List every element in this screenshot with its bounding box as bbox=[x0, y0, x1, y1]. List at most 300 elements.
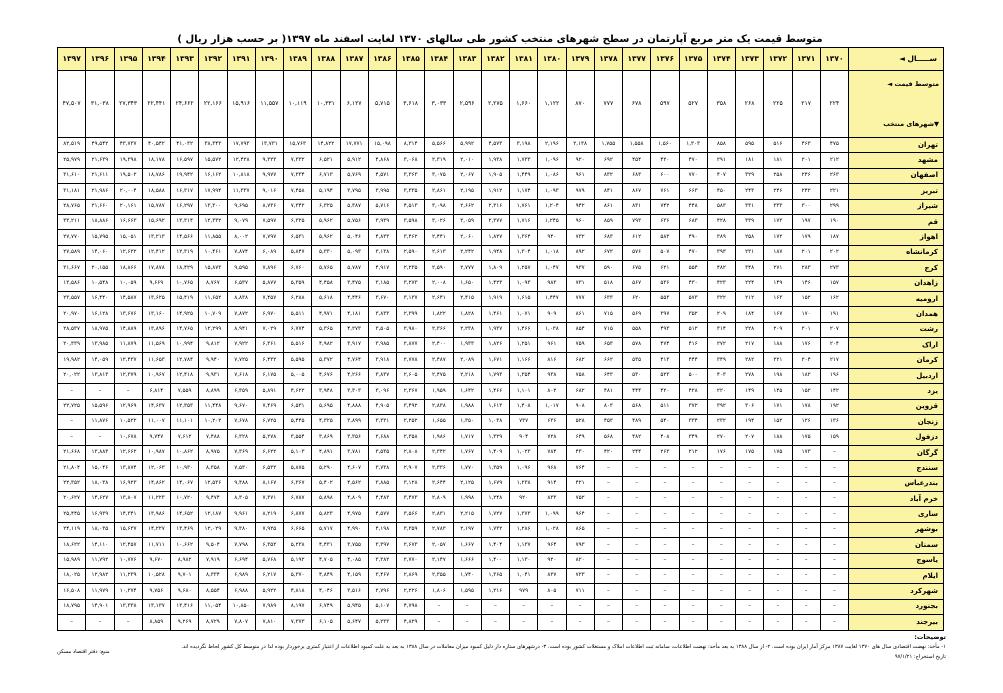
avg-price-cell: ۲۷,۳۴۳ bbox=[114, 71, 142, 138]
price-cell: – bbox=[736, 507, 764, 522]
price-cell: ۵,۹۲۲ bbox=[255, 584, 283, 599]
price-cell: ۴۸۲ bbox=[623, 430, 651, 445]
price-cell: ۱۹,۳۹۸ bbox=[114, 153, 142, 168]
price-cell: ۱,۴۲۳ bbox=[481, 276, 509, 291]
price-cell: ۱۲,۴۳۷ bbox=[114, 353, 142, 368]
price-cell: ۷,۵۹۷ bbox=[255, 214, 283, 229]
price-cell: ۷۳۷ bbox=[510, 415, 538, 430]
price-cell: ۶۳۶ bbox=[538, 415, 566, 430]
price-cell: ۳,۹۸۵ bbox=[368, 338, 396, 353]
price-cell: – bbox=[707, 553, 735, 568]
table-row bbox=[58, 491, 944, 506]
price-cell: ۸۲۷ bbox=[538, 568, 566, 583]
year-header: ۱۳۷۹ bbox=[566, 48, 594, 71]
year-header: ۱۳۸۰ bbox=[538, 48, 566, 71]
price-cell: ۳,۹۱۸ bbox=[368, 353, 396, 368]
price-cell: ۷۳۱ bbox=[566, 276, 594, 291]
price-cell: ۶,۲۸۸ bbox=[284, 291, 312, 306]
price-cell: ۴,۲۷۳ bbox=[340, 322, 368, 337]
price-cell: ۹۸۳ bbox=[538, 276, 566, 291]
price-cell: ۸,۸۹۹ bbox=[199, 384, 227, 399]
avg-price-cell: ۷۷۷ bbox=[594, 71, 622, 138]
price-cell: – bbox=[820, 461, 848, 476]
price-cell: – bbox=[481, 599, 509, 614]
price-cell: ۹۶۱ bbox=[566, 168, 594, 183]
price-cell: ۲,۰۵۷ bbox=[425, 538, 453, 553]
price-cell: ۳۳,۲۱۱ bbox=[58, 214, 86, 229]
price-cell: ۲۱۷ bbox=[820, 353, 848, 368]
price-cell: ۶۶۲ bbox=[594, 353, 622, 368]
price-cell: ۷,۶۱۲ bbox=[171, 430, 199, 445]
year-header: ۱۳۸۷ bbox=[340, 48, 368, 71]
price-cell: ۴,۱۵۹ bbox=[340, 568, 368, 583]
price-cell: ۱۹,۵۰۲ bbox=[114, 168, 142, 183]
price-cell: ۵,۲۷۸ bbox=[255, 430, 283, 445]
price-cell: – bbox=[764, 538, 792, 553]
price-cell: ۱۱,۷۹۲ bbox=[86, 553, 114, 568]
price-cell: ۷,۶۱۸ bbox=[227, 368, 255, 383]
price-cell: ۲۴۴ bbox=[623, 445, 651, 460]
notes-source: منبع: دفتر اقتصاد مسکن bbox=[57, 649, 110, 655]
price-cell: ۴۷۴ bbox=[651, 338, 679, 353]
price-cell: ۱۸,۹۷۵ bbox=[86, 322, 114, 337]
price-cell: ۱,۹۳۳ bbox=[453, 338, 481, 353]
price-cell: ۲۱,۸۰۴ bbox=[58, 461, 86, 476]
price-cell: ۶,۸۱۴ bbox=[142, 384, 170, 399]
price-cell: ۱۵۲ bbox=[792, 384, 820, 399]
price-cell: ۵۶۸ bbox=[623, 399, 651, 414]
price-cell: ۵۰۰ bbox=[679, 368, 707, 383]
price-cell: – bbox=[707, 461, 735, 476]
price-cell: – bbox=[792, 522, 820, 537]
avg-price-cell: ۲۲,۱۶۶ bbox=[199, 71, 227, 138]
avg-price-cell: ۵۹۷ bbox=[651, 71, 679, 138]
price-cell: ۱,۶۵۵ bbox=[425, 415, 453, 430]
price-cell: ۵,۳۷۰ bbox=[284, 568, 312, 583]
price-cell: ۱۵,۹۸۹ bbox=[58, 553, 86, 568]
price-cell: ۲۲۸ bbox=[736, 322, 764, 337]
price-cell: ۱۶,۳۱۷ bbox=[171, 184, 199, 199]
price-cell: – bbox=[58, 430, 86, 445]
price-cell: ۵,۱۹۲ bbox=[284, 553, 312, 568]
table-row bbox=[58, 276, 944, 291]
price-cell: ۱۸,۰۳۸ bbox=[86, 476, 114, 491]
price-cell: ۲,۲۱۵ bbox=[453, 507, 481, 522]
price-cell: ۶,۷۲۵ bbox=[255, 415, 283, 430]
price-cell: ۱۷۰ bbox=[792, 307, 820, 322]
price-cell: ۱۱,۰۰۷ bbox=[142, 415, 170, 430]
price-cell: ۱۶,۹۲۳ bbox=[114, 476, 142, 491]
price-cell: ۱۷,۷۹۳ bbox=[227, 138, 255, 153]
price-cell: ۳,۴۶۲ bbox=[397, 230, 425, 245]
price-cell: ۱۷,۸۷۸ bbox=[142, 261, 170, 276]
price-cell: ۵۹۰ bbox=[594, 261, 622, 276]
price-cell: ۴,۷۰۵ bbox=[312, 553, 340, 568]
avg-price-cell: ۲۲۵ bbox=[764, 71, 792, 138]
price-cell: ۲۰,۱۵۵ bbox=[86, 261, 114, 276]
price-cell: ۲۷۰ bbox=[707, 430, 735, 445]
price-cell: ۴,۶۲۲ bbox=[284, 384, 312, 399]
price-cell: ۲,۷۸۳ bbox=[425, 522, 453, 537]
price-cell: ۴,۰۸۵ bbox=[340, 553, 368, 568]
price-cell: ۱۰,۳۷۴ bbox=[114, 584, 142, 599]
price-cell: ۹,۷۴۷ bbox=[142, 430, 170, 445]
price-cell: ۱۵,۴۱۹ bbox=[171, 291, 199, 306]
avg-price-cell: ۳۱,۰۳۸ bbox=[86, 71, 114, 138]
price-cell: – bbox=[651, 491, 679, 506]
price-cell: ۵,۹۶۲ bbox=[312, 230, 340, 245]
price-cell: – bbox=[792, 568, 820, 583]
price-cell: ۲,۲۵۲ bbox=[397, 415, 425, 430]
price-cell: ۱۷۶ bbox=[707, 445, 735, 460]
price-cell: ۹,۹۳۱ bbox=[199, 368, 227, 383]
price-cell: ۶۷۵ bbox=[623, 261, 651, 276]
city-name: اردبیل bbox=[849, 368, 944, 383]
price-cell: ۸,۸۳۸ bbox=[227, 291, 255, 306]
notes-heading: توضیحات: bbox=[914, 633, 946, 641]
price-cell: ۵۲۸ bbox=[566, 415, 594, 430]
price-cell: ۵,۷۸۷ bbox=[340, 261, 368, 276]
price-cell: ۳,۴۶۷ bbox=[368, 568, 396, 583]
price-cell: ۷۲۸ bbox=[538, 430, 566, 445]
price-cell: ۵۳۰ bbox=[623, 368, 651, 383]
price-cell: ۴۷۰ bbox=[679, 153, 707, 168]
price-cell: ۱,۰۹۶ bbox=[510, 461, 538, 476]
price-cell: ۹,۳۸۰ bbox=[227, 522, 255, 537]
price-cell: – bbox=[566, 615, 594, 630]
avg-price-cell: ۶,۱۲۷ bbox=[340, 71, 368, 138]
price-cell: ۳,۰۶۸ bbox=[397, 153, 425, 168]
year-header: ۱۳۸۱ bbox=[510, 48, 538, 71]
price-cell: ۱۳,۴۱۶ bbox=[171, 599, 199, 614]
price-cell: ۱,۶۴۲ bbox=[453, 384, 481, 399]
price-cell: ۵,۸۴۷ bbox=[284, 245, 312, 260]
price-cell: ۶,۳۶۱ bbox=[255, 338, 283, 353]
price-cell: ۱۶,۵۰۸ bbox=[58, 584, 86, 599]
price-cell: ۲,۸۰۸ bbox=[397, 445, 425, 460]
price-cell: ۲,۳۹۹ bbox=[397, 307, 425, 322]
year-header: ۱۳۷۸ bbox=[594, 48, 622, 71]
price-cell: ۸,۹۷۵ bbox=[199, 445, 227, 460]
price-cell: ۱۸۲ bbox=[792, 368, 820, 383]
price-cell: ۷۷۷ bbox=[566, 291, 594, 306]
price-cell: ۹۰۴ bbox=[510, 430, 538, 445]
price-cell: ۱۹۱ bbox=[820, 307, 848, 322]
price-cell: ۷,۷۹۸ bbox=[227, 538, 255, 553]
price-cell: – bbox=[58, 415, 86, 430]
price-cell: ۷۶۴ bbox=[566, 461, 594, 476]
price-cell: ۶۵۳ bbox=[594, 338, 622, 353]
price-cell: ۳,۸۳۷ bbox=[368, 368, 396, 383]
price-cell: ۴۷۵ bbox=[820, 138, 848, 153]
price-cell: – bbox=[453, 615, 481, 630]
price-cell: ۹۳۸ bbox=[538, 368, 566, 383]
price-cell: ۵,۳۷۲ bbox=[312, 353, 340, 368]
price-cell: ۱,۳۰۴ bbox=[510, 245, 538, 260]
price-cell: ۳۱,۶۱۰ bbox=[58, 168, 86, 183]
price-cell: – bbox=[792, 599, 820, 614]
price-cell: ۹,۳۲۳ bbox=[255, 153, 283, 168]
price-cell: ۴۵۰ bbox=[707, 184, 735, 199]
price-cell: ۴۲۰ bbox=[651, 384, 679, 399]
price-cell: ۵۳۵ bbox=[623, 353, 651, 368]
price-cell: – bbox=[707, 491, 735, 506]
price-cell: ۱۸,۰۲۵ bbox=[58, 568, 86, 583]
table-row bbox=[58, 522, 944, 537]
price-cell: ۲,۳۶۶ bbox=[425, 322, 453, 337]
price-cell: ۲۰۲ bbox=[820, 245, 848, 260]
price-cell: ۱۷,۹۹۴ bbox=[199, 184, 227, 199]
price-cell: – bbox=[820, 584, 848, 599]
price-cell: ۶,۲۱۷ bbox=[255, 568, 283, 583]
price-cell: ۱۴,۸۲۲ bbox=[312, 138, 340, 153]
price-cell: ۳,۵۰۵ bbox=[368, 322, 396, 337]
price-cell: ۴۰,۵۴۲ bbox=[142, 138, 170, 153]
price-cell: ۱۸۴ bbox=[736, 307, 764, 322]
price-cell: ۱۵,۰۴۶ bbox=[86, 461, 114, 476]
price-cell: ۹۶۰ bbox=[566, 214, 594, 229]
year-header: ۱۳۸۹ bbox=[284, 48, 312, 71]
table-row bbox=[58, 322, 944, 337]
price-cell: ۲,۶۰۵ bbox=[397, 368, 425, 383]
price-cell: ۴,۹۸۲ bbox=[312, 338, 340, 353]
price-cell: ۷۹۳ bbox=[623, 214, 651, 229]
price-cell: ۱۱,۱۰۱ bbox=[171, 415, 199, 430]
price-cell: ۲,۲۲۶ bbox=[397, 584, 425, 599]
price-cell: ۱۱,۳۳۷ bbox=[227, 184, 255, 199]
price-cell: ۱,۰۳۸ bbox=[481, 415, 509, 430]
price-cell: ۵,۵۱۱ bbox=[284, 307, 312, 322]
price-cell: ۱۳,۷۳۱ bbox=[255, 138, 283, 153]
price-cell: ۶۴۹ bbox=[566, 430, 594, 445]
price-cell: ۶,۱۰۵ bbox=[312, 615, 340, 630]
price-cell: ۶۰۰ bbox=[651, 168, 679, 183]
price-cell: ۴,۸۱۸ bbox=[284, 584, 312, 599]
price-cell: – bbox=[594, 538, 622, 553]
price-cell: ۵۱۲ bbox=[679, 322, 707, 337]
price-cell: ۹,۶۷۰ bbox=[227, 399, 255, 414]
price-cell: ۲,۶۱۳ bbox=[425, 245, 453, 260]
price-cell: ۶,۵۳۱ bbox=[284, 230, 312, 245]
table-row bbox=[58, 461, 944, 476]
price-cell: – bbox=[707, 522, 735, 537]
price-cell: ۱۵۲ bbox=[764, 415, 792, 430]
price-cell: ۴۱۳ bbox=[651, 353, 679, 368]
price-cell: ۴۲۸ bbox=[707, 214, 735, 229]
avg-price-cell: ۵۲۷ bbox=[679, 71, 707, 138]
price-cell: ۱۳,۸۹۶ bbox=[142, 322, 170, 337]
price-cell: ۵,۳۸۷ bbox=[340, 199, 368, 214]
price-cell: ۵۸۳ bbox=[707, 199, 735, 214]
price-cell: ۱۶۷ bbox=[764, 307, 792, 322]
price-cell: ۴,۵۷۱ bbox=[368, 168, 396, 183]
price-cell: ۱,۰۴۱ bbox=[510, 568, 538, 583]
price-cell: ۵,۸۷۵ bbox=[284, 461, 312, 476]
avg-price-cell: ۱۵,۹۱۶ bbox=[227, 71, 255, 138]
table-row bbox=[58, 291, 944, 306]
price-cell: ۱۲,۶۳۲ bbox=[114, 245, 142, 260]
price-cell: ۹۲۰ bbox=[510, 491, 538, 506]
price-cell: ۱۹,۹۴۲ bbox=[171, 168, 199, 183]
price-cell: ۲۰۹ bbox=[707, 307, 735, 322]
price-cell: ۱۸,۰۳۵ bbox=[86, 522, 114, 537]
price-cell: ۱۲,۷۸۴ bbox=[171, 353, 199, 368]
price-cell: ۱,۸۲۷ bbox=[481, 230, 509, 245]
price-cell: ۲۴۶ bbox=[792, 168, 820, 183]
year-header: ۱۳۷۱ bbox=[792, 48, 820, 71]
price-cell: ۲,۸۳۸ bbox=[425, 399, 453, 414]
price-cell: ۵,۷۶۹ bbox=[340, 168, 368, 183]
price-cell: ۳,۸۹۹ bbox=[340, 415, 368, 430]
price-cell: ۴,۱۸۱ bbox=[340, 307, 368, 322]
price-cell: – bbox=[736, 553, 764, 568]
avg-price-cell: ۲۶۸ bbox=[736, 71, 764, 138]
price-cell: ۸,۹۸۲ bbox=[171, 553, 199, 568]
price-cell: – bbox=[764, 522, 792, 537]
price-cell: ۹,۷۵۶ bbox=[142, 584, 170, 599]
price-cell: ۱۷۵ bbox=[736, 445, 764, 460]
price-cell: – bbox=[58, 384, 86, 399]
price-cell: ۶۸۲ bbox=[566, 353, 594, 368]
price-cell: ۴,۹۷۱ bbox=[312, 307, 340, 322]
price-cell: ۲۱,۹۸۶ bbox=[86, 184, 114, 199]
price-cell: – bbox=[792, 584, 820, 599]
price-cell: ۸۶۵ bbox=[566, 522, 594, 537]
price-cell: ۲۷,۵۸۹ bbox=[58, 245, 86, 260]
page-title: متوسط قیمت یک متر مربع آپارتمان در سطح شهرهای منتخب کشور طی سالهای ۱۳۷۰ لغایت اسفند ماه ۱۳۹۷( بر حسب هزار ریال ) bbox=[177, 34, 823, 45]
price-cell: ۲,۸۶۱ bbox=[425, 184, 453, 199]
price-cell: ۶,۵۳۷ bbox=[227, 276, 255, 291]
price-cell: ۴۶۳ bbox=[792, 138, 820, 153]
price-cell: ۱۳,۶۷۶ bbox=[114, 307, 142, 322]
price-cell: ۹,۸۱۲ bbox=[199, 338, 227, 353]
price-cell: ۵,۵۹۵ bbox=[284, 353, 312, 368]
price-cell: ۱۱,۰۵۴ bbox=[199, 599, 227, 614]
price-cell: – bbox=[651, 584, 679, 599]
price-cell: – bbox=[820, 507, 848, 522]
table-row bbox=[58, 584, 944, 599]
price-cell: ۲,۱۹۷ bbox=[453, 522, 481, 537]
year-header: ۱۳۸۳ bbox=[453, 48, 481, 71]
price-cell: ۳,۰۲۶ bbox=[425, 214, 453, 229]
price-cell: ۱۵,۶۳۷ bbox=[114, 522, 142, 537]
price-cell: ۵۱۶ bbox=[764, 138, 792, 153]
price-cell: ۶,۸۷۷ bbox=[284, 507, 312, 522]
price-cell: ۱,۷۱۶ bbox=[510, 214, 538, 229]
price-cell: – bbox=[510, 615, 538, 630]
price-cell: ۱,۲۵۱ bbox=[510, 338, 538, 353]
price-cell: ۱۲,۴۵۷ bbox=[114, 538, 142, 553]
price-cell: ۵۶۹ bbox=[623, 307, 651, 322]
price-cell: ۱,۴۴۷ bbox=[538, 291, 566, 306]
price-cell: ۱۷۱ bbox=[764, 399, 792, 414]
price-cell: ۱۴,۸۸۹ bbox=[114, 322, 142, 337]
price-cell: ۶,۱۷۵ bbox=[255, 368, 283, 383]
price-cell: ۱۴,۶۳۷ bbox=[142, 399, 170, 414]
price-cell: ۱,۲۴۵ bbox=[538, 214, 566, 229]
price-cell: ۴,۸۸۸ bbox=[340, 399, 368, 414]
price-cell: ۱,۶۵۰ bbox=[453, 276, 481, 291]
city-name: خرم آباد bbox=[849, 491, 944, 506]
price-cell: ۳,۴۹۲ bbox=[397, 399, 425, 414]
price-cell: ۵۵۴ bbox=[679, 261, 707, 276]
price-cell: ۷,۷۲۵ bbox=[227, 353, 255, 368]
price-cell: ۱,۰۱۸ bbox=[538, 245, 566, 260]
price-cell: ۲۷۳ bbox=[820, 261, 848, 276]
price-cell: ۱۴,۵۸۷ bbox=[114, 291, 142, 306]
price-cell: ۸,۱۹۷ bbox=[284, 599, 312, 614]
price-cell: ۹۱۴ bbox=[538, 476, 566, 491]
price-cell: ۱۳,۱۶۰ bbox=[142, 307, 170, 322]
price-cell: ۹,۶۷۰ bbox=[142, 553, 170, 568]
price-cell: ۱۴,۰۶۰ bbox=[86, 245, 114, 260]
city-name: رشت bbox=[849, 322, 944, 337]
price-cell: ۸۶۱ bbox=[594, 199, 622, 214]
price-cell: ۱۵,۷۹۵ bbox=[86, 230, 114, 245]
price-cell: ۴,۱۹۸ bbox=[368, 522, 396, 537]
price-cell: – bbox=[764, 461, 792, 476]
price-cell: ۱,۷۷۰ bbox=[453, 461, 481, 476]
price-cell: ۱,۱۰۱ bbox=[510, 384, 538, 399]
price-cell: ۱,۰۲۳ bbox=[510, 445, 538, 460]
price-cell: ۵,۷۱۷ bbox=[312, 522, 340, 537]
price-cell: ۱,۹۹۸ bbox=[453, 491, 481, 506]
table-row bbox=[58, 615, 944, 630]
price-cell: – bbox=[736, 491, 764, 506]
avg-price-cell: ۲۴,۶۶۲ bbox=[171, 71, 199, 138]
price-cell: ۱۰,۵۲۲ bbox=[114, 415, 142, 430]
price-cell: ۱۵,۸۷۳ bbox=[199, 261, 227, 276]
price-cell: ۷,۳۳۴ bbox=[284, 168, 312, 183]
price-cell: ۱,۳۵۴ bbox=[510, 368, 538, 383]
table-row bbox=[58, 338, 944, 353]
price-cell: ۱,۴۶۶ bbox=[510, 322, 538, 337]
price-cell: ۵,۶۱۸ bbox=[312, 291, 340, 306]
price-cell: ۸۲,۵۱۹ bbox=[58, 138, 86, 153]
price-cell: ۷۱۵ bbox=[594, 322, 622, 337]
price-cell: ۳,۰۹۶ bbox=[368, 384, 396, 399]
price-cell: – bbox=[651, 599, 679, 614]
price-cell: ۱۶,۱۶۲ bbox=[199, 168, 227, 183]
price-cell: ۷,۴۸۸ bbox=[199, 430, 227, 445]
price-cell: – bbox=[623, 522, 651, 537]
price-cell: ۶,۳۲۵ bbox=[312, 199, 340, 214]
price-cell: – bbox=[764, 491, 792, 506]
price-cell: – bbox=[736, 584, 764, 599]
price-cell: ۸,۰۰۲ bbox=[227, 230, 255, 245]
price-cell: ۲,۴۰۰ bbox=[425, 338, 453, 353]
city-name: کرمان bbox=[849, 353, 944, 368]
price-cell: ۶۸۳ bbox=[679, 214, 707, 229]
price-cell: ۶۱۲ bbox=[623, 230, 651, 245]
price-cell: ۱,۴۰۸ bbox=[510, 399, 538, 414]
year-header: ۱۳۸۲ bbox=[481, 48, 509, 71]
price-cell: ۲۳۱ bbox=[736, 245, 764, 260]
price-cell: ۴۲۰ bbox=[594, 445, 622, 460]
price-cell: ۵,۷۱۶ bbox=[368, 199, 396, 214]
year-header-row bbox=[58, 48, 944, 71]
city-name: سمنان bbox=[849, 538, 944, 553]
price-cell: ۸۱۶ bbox=[538, 353, 566, 368]
city-name: کرمانشاه bbox=[849, 245, 944, 260]
price-cell: ۱۳۶ bbox=[820, 415, 848, 430]
price-cell: ۳,۰۹۸ bbox=[425, 199, 453, 214]
price-cell: ۱۵۷ bbox=[820, 276, 848, 291]
price-cell: – bbox=[623, 615, 651, 630]
city-name: گرگان bbox=[849, 445, 944, 460]
year-header: ۱۳۹۱ bbox=[227, 48, 255, 71]
price-cell: ۱,۷۵۵ bbox=[594, 138, 622, 153]
